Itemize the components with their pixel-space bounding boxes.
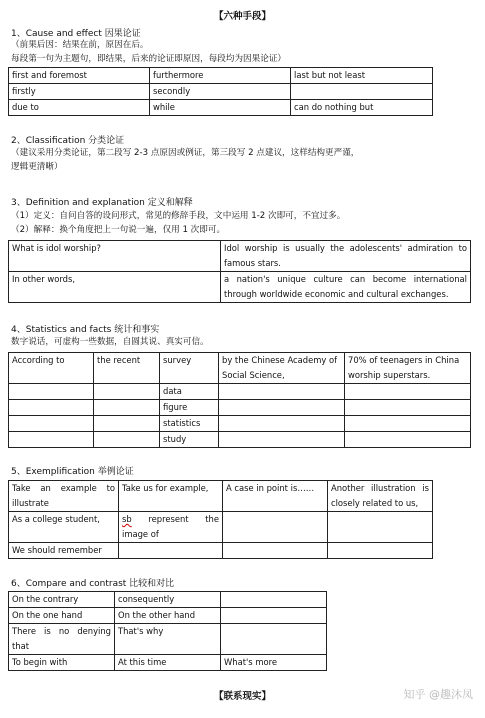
watermark: 知乎 @趣沐凤	[403, 688, 473, 701]
section-2-note-1: （建议采用分类论证，第二段写 2-3 点原因或例证，第三段写 2 点建议，这样结构更严谨，	[11, 148, 360, 158]
table-cell	[221, 608, 327, 624]
section-3-note-1: （1）定义：自问自答的设问形式，常见的修辞手段，文中运用 1-2 次即可，不宜过多。	[11, 211, 346, 221]
table-cell: There is no denying that	[9, 624, 115, 655]
table-cell	[9, 400, 94, 416]
table-cell	[9, 432, 94, 448]
section-6-title: 6、Compare and contrast 比较和对比	[11, 579, 175, 589]
table-cell: What's more	[221, 655, 327, 671]
table-cell: due to	[9, 100, 150, 116]
table-cell: According to	[9, 353, 94, 384]
table-cell: while	[150, 100, 291, 116]
table-cell	[9, 384, 94, 400]
table-cell: a nation's unique culture can become international through worldwide economic and cultural exchanges.	[221, 272, 471, 303]
table-cell: What is idol worship?	[9, 241, 221, 272]
table-cell: first and foremost	[9, 68, 150, 84]
page-footer: 【联系现实】	[213, 691, 271, 702]
table-cell: the recent	[94, 353, 160, 384]
table-cell	[94, 400, 160, 416]
table-cell	[219, 400, 345, 416]
table-cell: To begin with	[9, 655, 115, 671]
table-cell: Another illustration is closely related to us,	[328, 481, 433, 512]
table-cell: On the contrary	[9, 592, 115, 608]
section-2-title: 2、Classification 分类论证	[11, 136, 125, 146]
table-cell: study	[160, 432, 219, 448]
table-cell	[219, 432, 345, 448]
underlined-word: sb	[122, 514, 132, 524]
table-cell	[94, 384, 160, 400]
table-cell	[291, 84, 433, 100]
table-cell	[219, 384, 345, 400]
table-cell: secondly	[150, 84, 291, 100]
table-cell	[345, 416, 471, 432]
table-cell: firstly	[9, 84, 150, 100]
section-4-note: 数字说话，可虚构一些数据，自圆其说、真实可信。	[11, 337, 209, 347]
table-cell: can do nothing but	[291, 100, 433, 116]
table-cell: by the Chinese Academy of Social Science,	[219, 353, 345, 384]
table-cell: consequently	[115, 592, 221, 608]
section-4-title: 4、Statistics and facts 统计和事实	[11, 325, 160, 335]
table-cell	[119, 543, 223, 559]
table-cell: last but not least	[291, 68, 433, 84]
table-cell: On the other hand	[115, 608, 221, 624]
table-cell	[328, 543, 433, 559]
section-1-note-2: 每段第一句为主题句，即结果，后来的论证即原因，每段均为因果论证）	[11, 54, 287, 64]
table-cell	[219, 416, 345, 432]
table-cell	[345, 400, 471, 416]
page-header: 【六种手段】	[213, 11, 271, 22]
section-6-table	[8, 591, 327, 671]
table-cell: As a college student,	[9, 512, 119, 543]
table-cell	[345, 384, 471, 400]
table-cell	[221, 592, 327, 608]
table-cell: furthermore	[150, 68, 291, 84]
table-cell	[223, 512, 328, 543]
section-4-table	[8, 352, 471, 448]
cell-text: represent the image of	[122, 514, 219, 539]
table-cell	[94, 416, 160, 432]
table-cell	[221, 624, 327, 655]
table-cell	[9, 416, 94, 432]
section-1-table	[8, 67, 433, 116]
table-cell: In other words,	[9, 272, 221, 303]
table-cell	[328, 512, 433, 543]
section-2-note-2: 逻辑更清晰）	[11, 162, 63, 172]
table-cell: Take an example to illustrate	[9, 481, 119, 512]
section-1-note-1: （前果后因：结果在前，原因在后。	[11, 40, 149, 50]
table-cell: We should remember	[9, 543, 119, 559]
table-cell: On the one hand	[9, 608, 115, 624]
section-3-title: 3、Definition and explanation 定义和解释	[11, 198, 193, 208]
table-cell: A case in point is……	[223, 481, 328, 512]
table-cell: That's why	[115, 624, 221, 655]
table-cell: At this time	[115, 655, 221, 671]
table-cell: statistics	[160, 416, 219, 432]
section-3-note-2: （2）解释：换个角度把上一句说一遍，仅用 1 次即可。	[11, 225, 226, 235]
section-3-table	[8, 240, 471, 303]
table-cell: figure	[160, 400, 219, 416]
table-cell	[223, 543, 328, 559]
table-cell: Take us for example,	[119, 481, 223, 512]
section-5-title: 5、Exemplification 举例论证	[11, 467, 134, 477]
section-5-table	[8, 480, 433, 559]
table-cell: data	[160, 384, 219, 400]
table-cell	[119, 512, 223, 543]
table-cell: survey	[160, 353, 219, 384]
section-1-title: 1、Cause and effect 因果论证	[11, 29, 141, 39]
table-cell	[94, 432, 160, 448]
table-cell: Idol worship is usually the adolescents' admiration to famous stars.	[221, 241, 471, 272]
table-cell: 70% of teenagers in China worship superstars.	[345, 353, 471, 384]
table-cell	[345, 432, 471, 448]
